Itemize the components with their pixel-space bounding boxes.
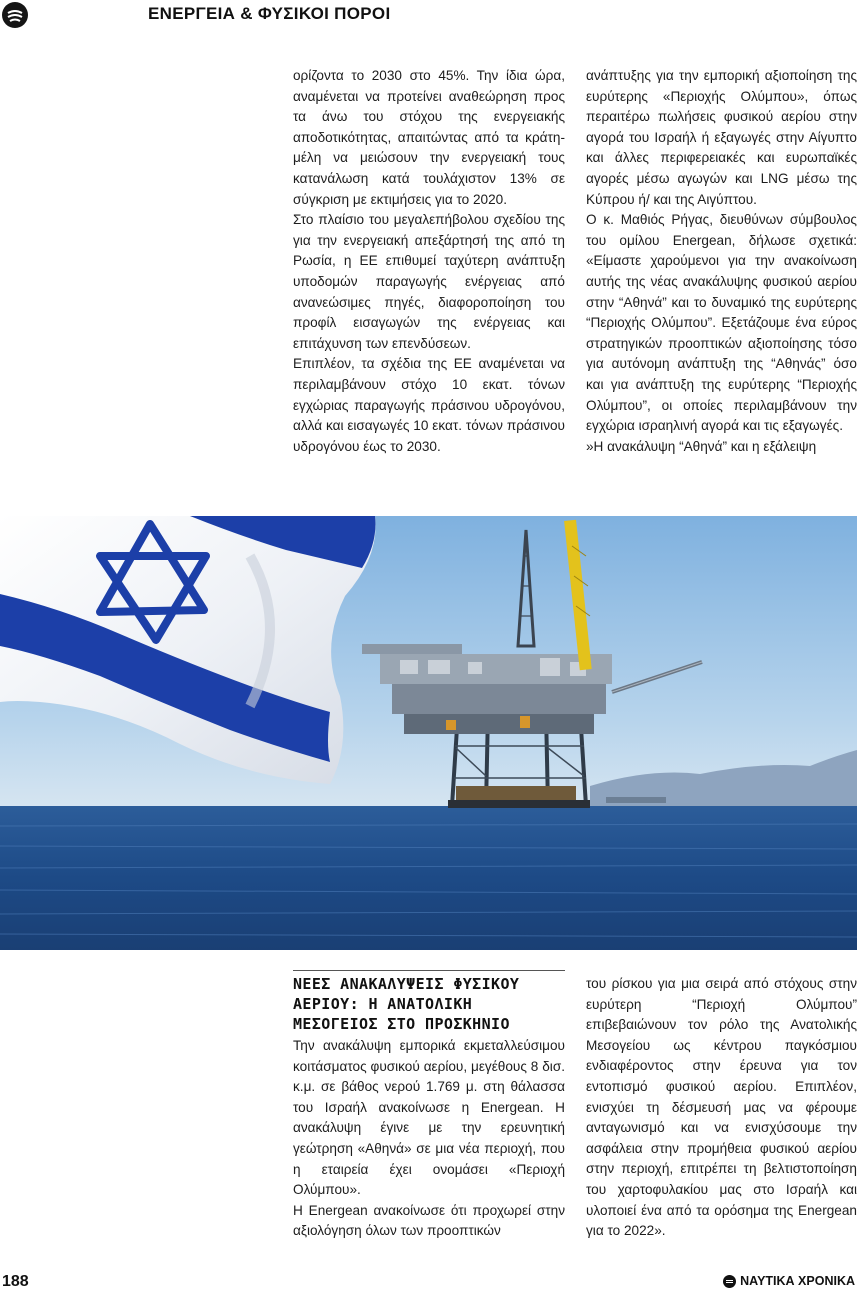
article-column-bottom-right <box>586 974 857 1242</box>
paragraph: ανάπτυξης για την εμπορική αξιοποίηση της ευρύτερης «Περιοχής Ολύμπου», όπως περαιτέρω πωλήσεις φυσικού αερίου στην αγορά του Ισραήλ ή εξαγωγές στην Αίγυπτο και άλλες περιφερειακές και ευρωπαϊκές αγορές μέσω αγωγών και LNG μέσω της Κύπρου ή/ και της Αιγύπτου. <box>586 68 857 207</box>
paragraph: Ο κ. Μαθιός Ρήγας, διευθύνων σύμβουλος του ομίλου Energean, δήλωσε σχετικά: «Είμαστε χαρούμενοι για την ανακοίνωση αυτής της νέας ανακάλυψης φυσικού αερίου στην “Αθηνά” και το δυναμικό της ευρύτερης “Περιοχής Ολύμπου”. Εξετάζουμε ένα εύρος στρατηγικών προοπτικών αξιοποίησης τόσο για αυτόνομη ανάπτυξη της “Αθηνάς” όσο και για ανάπτυξη της ευρύτερης “Περιοχής Ολύμπου”, οι οποίες περιλαμβάνουν την εγχώρια ισραηλινή αγορά και τις εξαγωγές. <box>586 212 857 434</box>
page-number: 188 <box>2 1273 29 1290</box>
section-title: ΕΝΕΡΓΕΙΑ & ΦΥΣΙΚΟΙ ΠΟΡΟΙ <box>148 4 391 23</box>
magazine-logo-icon <box>2 2 28 28</box>
article-photo <box>0 516 857 950</box>
paragraph: Επιπλέον, τα σχέδια της ΕΕ αναμένεται να περιλαμβάνουν στόχο 10 εκατ. τόνων εγχώριας παραγωγής πράσινου υδρογόνου, αλλά και εισαγωγές 10 εκατ. τόνων πράσινου υδρογόνου έως το 2030. <box>293 356 565 454</box>
subheading: ΝΕΕΣ ΑΝΑΚΑΛΥΨΕΙΣ ΦΥΣΙΚΟΥ ΑΕΡΙΟΥ: Η ΑΝΑΤΟΛΙΚΗ ΜΕΣΟΓΕΙΟΣ ΣΤΟ ΠΡΟΣΚΗΝΙΟ <box>293 975 520 1033</box>
article-column-top-right <box>586 66 857 457</box>
subheading-rule <box>293 970 565 971</box>
sea <box>0 806 857 950</box>
article-column-top-left <box>293 66 565 457</box>
article-column-bottom-left <box>293 970 565 1242</box>
paragraph: ορίζοντα το 2030 στο 45%. Την ίδια ώρα, αναμένεται να προτείνει αναθεώρηση προς τα άνω του στόχου της ενεργειακής αποδοτικότητας, απαιτώντας από τα κράτη-μέλη να μειώσουν την ενεργειακή τους κατανάλωση κατά τουλάχιστον 13% σε σύγκριση με εκτιμήσεις για το 2020. <box>293 68 565 207</box>
distant-ship <box>606 797 666 803</box>
paragraph: Στο πλαίσιο του μεγαλεπήβολου σχεδίου της για την ενεργειακή απεξάρτησή της από τη Ρωσία, η ΕΕ επιθυμεί ταχύτερη ανάπτυξη υποδομών παραγωγής ενέργειας από ανανεώσιμες πηγές, διαφοροποίηση του προφίλ εισαγωγών της ενέργειας και επιτάχυνση των επενδύσεων. <box>293 212 565 351</box>
paragraph: Η Energean ανακοίνωσε ότι προχωρεί στην αξιολόγηση όλων των προοπτικών <box>293 1202 565 1239</box>
paragraph: Την ανακάλυψη εμπορικά εκμεταλλεύσιμου κοιτάσματος φυσικού αερίου, μεγέθους 8 δισ. κ.μ. σε βάθος νερού 1.769 μ. στη θάλασσα του Ισραήλ ανακοίνωσε η Energean. Η ανακάλυψη έγινε με την ερευνητική γεώτρηση «Αθηνά» σε μια νέα περιοχή, που η εταιρεία έχει ονομάσει «Περιοχή Ολύμπου». <box>293 1038 565 1198</box>
publication-logo-icon <box>723 1275 736 1288</box>
paragraph: »Η ανακάλυψη “Αθηνά” και η εξάλειψη <box>586 438 817 454</box>
paragraph: του ρίσκου για μια σειρά από στόχους στην ευρύτερη “Περιοχή Ολύμπου” επιβεβαιώνουν τον ρόλο της Ανατολικής Μεσογείου ως κέντρου παγκόσμιου ενδιαφέροντος στην έρευνα για τον εντοπισμό φυσικού αερίου. Επιπλέον, ενισχύει τη δέσμευσή μας να φέρουμε ανταγωνισμό και να ενισχύσουμε την ασφάλεια στην προμήθεια φυσικού αερίου στην περιοχή, επιτρέπει τη βελτιστοποίηση του χαρτοφυλακίου μας στο Ισραήλ και υλοποιεί ένα από τα ορόσημα της Energean για το 2022». <box>586 976 857 1239</box>
publication-brand <box>723 1274 855 1288</box>
brand-name: ΝΑΥΤΙΚΑ ΧΡΟΝΙΚΑ <box>740 1274 855 1288</box>
